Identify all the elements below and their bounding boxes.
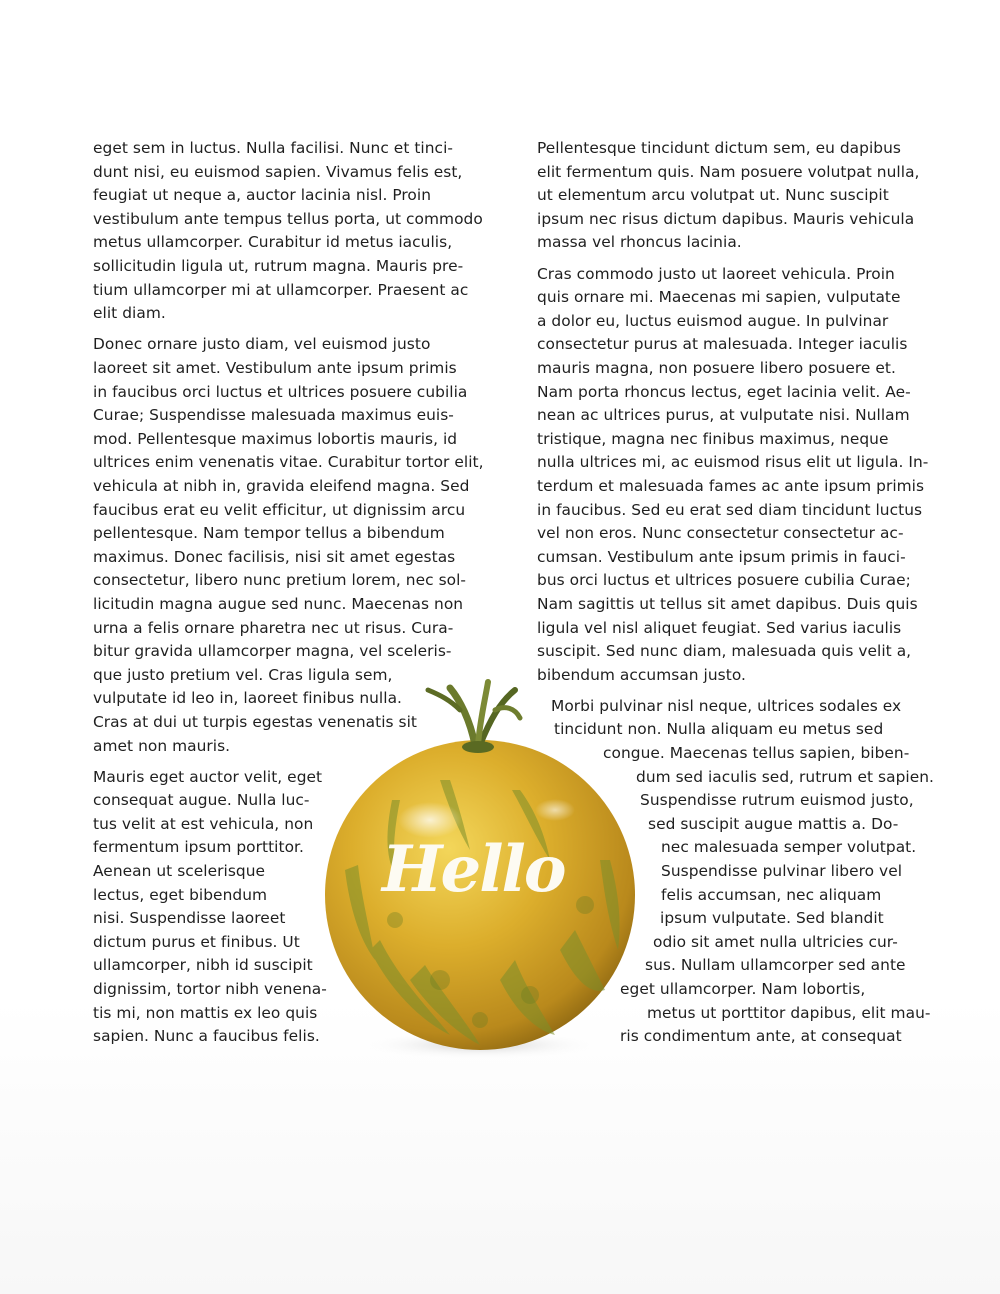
right-line: odio sit amet nulla ultricies cur- (653, 932, 898, 951)
left-line: sapien. Nunc a faucibus felis. (93, 1027, 320, 1046)
left-line: Aenean ut scelerisque (93, 862, 266, 880)
left-line: Mauris eget auctor velit, eget (93, 767, 323, 786)
right-line: metus ut porttitor dapibus, elit mau- (647, 1003, 931, 1022)
left-line: sollicitudin ligula ut, rutrum magna. Mauris pre- (93, 257, 464, 275)
right-line: mauris magna, non posuere libero posuere et. (537, 358, 896, 377)
left-line: que justo pretium vel. Cras ligula sem, (93, 665, 393, 684)
right-line: tristique, magna nec finibus maximus, neque (537, 429, 889, 448)
left-line: bitur gravida ullamcorper magna, vel sceleris- (93, 642, 452, 661)
right-line: nulla ultrices mi, ac euismod risus elit ut ligula. In- (537, 453, 929, 472)
left-line: amet non mauris. (93, 736, 231, 755)
right-line: ipsum vulputate. Sed blandit (660, 909, 884, 928)
right-line: terdum et malesuada fames ac ante ipsum primis (537, 476, 925, 495)
left-line: maximus. Donec facilisis, nisi sit amet egestas (93, 547, 456, 566)
left-line: ullamcorper, nibh id suscipit (93, 956, 313, 975)
right-line: Pellentesque tincidunt dictum sem, eu dapibus (537, 139, 901, 157)
left-line: dunt nisi, eu euismod sapien. Vivamus felis est, (93, 162, 463, 181)
left-line: fermentum ipsum porttitor. (93, 838, 304, 857)
left-line: laoreet sit amet. Vestibulum ante ipsum primis (93, 358, 457, 377)
right-line: consectetur purus at malesuada. Integer iaculis (537, 335, 908, 354)
right-line: a dolor eu, luctus euismod augue. In pulvinar (537, 311, 889, 330)
right-line: Morbi pulvinar nisl neque, ultrices sodales ex (551, 696, 902, 715)
left-line: urna a felis ornare pharetra nec ut risus. Cura- (93, 618, 454, 637)
left-line: dictum purus et finibus. Ut (93, 932, 300, 951)
left-line: tis mi, non mattis ex leo quis (93, 1003, 318, 1022)
left-line: Donec ornare justo diam, vel euismod justo (93, 335, 431, 354)
right-line: bibendum accumsan justo. (537, 665, 746, 684)
right-line: sus. Nullam ullamcorper sed ante (645, 956, 906, 975)
left-line: tium ullamcorper mi at ullamcorper. Praesent ac (93, 280, 469, 299)
left-line: pellentesque. Nam tempor tellus a bibendum (93, 524, 445, 543)
right-line: nec malesuada semper volutpat. (661, 838, 917, 857)
right-line: Suspendisse rutrum euismod justo, (640, 791, 914, 810)
right-line: congue. Maecenas tellus sapien, biben- (603, 744, 910, 762)
left-line: ultrices enim venenatis vitae. Curabitur tortor elit, (93, 453, 484, 472)
left-line: elit diam. (93, 304, 166, 323)
left-line: vestibulum ante tempus tellus porta, ut commodo (93, 209, 483, 228)
right-line: cumsan. Vestibulum ante ipsum primis in fauci- (537, 547, 906, 566)
left-line: faucibus erat eu velit efficitur, ut dignissim arcu (93, 500, 466, 519)
left-line: Curae; Suspendisse malesuada maximus euis- (93, 406, 454, 425)
left-line: tus velit at est vehicula, non (93, 814, 314, 833)
left-line: eget sem in luctus. Nulla facilisi. Nunc et tinci- (93, 139, 454, 157)
right-line: Nam porta rhoncus lectus, eget lacinia velit. Ae- (537, 382, 911, 401)
right-line: massa vel rhoncus lacinia. (537, 233, 742, 252)
left-line: nisi. Suspendisse laoreet (93, 909, 286, 928)
left-line: vehicula at nibh in, gravida eleifend magna. Sed (93, 476, 470, 495)
right-line: nean ac ultrices purus, at vulputate nisi. Nullam (537, 406, 910, 425)
overlay-text: Hello (382, 832, 565, 907)
left-line: vulputate id leo in, laoreet finibus nulla. (93, 689, 403, 708)
right-line: eget ullamcorper. Nam lobortis, (620, 980, 866, 998)
right-line: tincidunt non. Nulla aliquam eu metus sed (554, 720, 884, 739)
left-line: lectus, eget bibendum (93, 885, 268, 904)
right-line: suscipit. Sed nunc diam, malesuada quis velit a, (537, 642, 912, 661)
right-line: sed suscipit augue mattis a. Do- (648, 814, 899, 833)
right-line: vel non eros. Nunc consectetur consectetur ac- (537, 524, 904, 543)
right-line: ut elementum arcu volutpat ut. Nunc suscipit (537, 186, 889, 205)
right-line: Nam sagittis ut tellus sit amet dapibus. Duis quis (537, 594, 918, 613)
left-line: in faucibus orci luctus et ultrices posuere cubilia (93, 382, 468, 401)
left-line: dignissim, tortor nibh venena- (93, 980, 327, 998)
right-line: in faucibus. Sed eu erat sed diam tincidunt luctus (537, 500, 923, 519)
right-line: ligula vel nisl aliquet feugiat. Sed varius iaculis (537, 618, 902, 637)
left-line: licitudin magna augue sed nunc. Maecenas non (93, 594, 464, 613)
right-line: bus orci luctus et ultrices posuere cubilia Curae; (537, 571, 911, 590)
right-line: elit fermentum quis. Nam posuere volutpat nulla, (537, 162, 920, 181)
right-line: Cras commodo justo ut laoreet vehicula. Proin (537, 264, 895, 283)
left-line: feugiat ut neque a, auctor lacinia nisl. Proin (93, 186, 432, 205)
left-line: Cras at dui ut turpis egestas venenatis sit (93, 712, 418, 731)
right-line: quis ornare mi. Maecenas mi sapien, vulputate (537, 288, 901, 307)
right-line: ipsum nec risus dictum dapibus. Mauris vehicula (537, 209, 915, 228)
left-line: metus ullamcorper. Curabitur id metus iaculis, (93, 233, 453, 252)
right-line: ris condimentum ante, at consequat (620, 1027, 902, 1046)
right-line: Suspendisse pulvinar libero vel (661, 862, 903, 880)
right-line: felis accumsan, nec aliquam (661, 885, 882, 904)
right-line: dum sed iaculis sed, rutrum et sapien. (636, 767, 934, 786)
left-line: consectetur, libero nunc pretium lorem, nec sol- (93, 571, 467, 590)
left-line: mod. Pellentesque maximus lobortis mauris, id (93, 429, 458, 448)
left-line: consequat augue. Nulla luc- (93, 791, 310, 810)
